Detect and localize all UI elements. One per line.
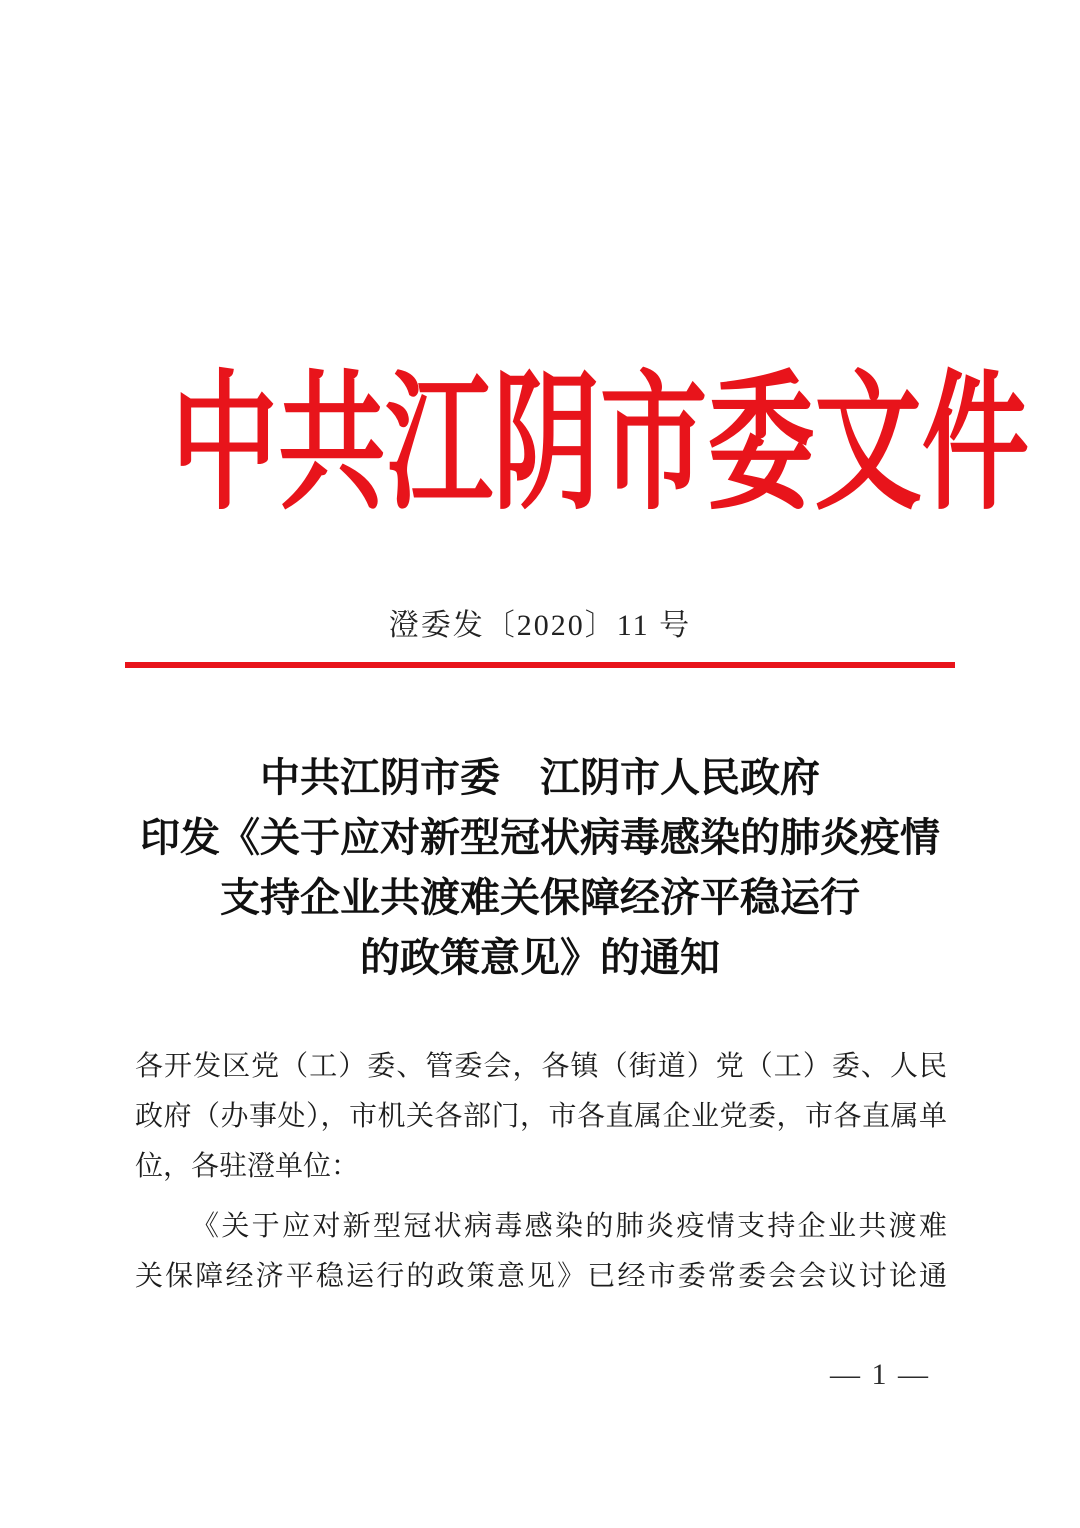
red-header-banner [0, 362, 1080, 528]
title-line-1: 中共江阴市委 江阴市人民政府 [260, 755, 820, 800]
title-line-2: 印发《关于应对新型冠状病毒感染的肺炎疫情 [140, 815, 940, 860]
salutation-paragraph [135, 1042, 947, 1192]
intro-line-1: 《关于应对新型冠状病毒感染的肺炎疫情支持企业共渡难 [191, 1211, 947, 1242]
intro-line-2: 关保障经济平稳运行的政策意见》已经市委常委会会议讨论通 [135, 1261, 947, 1292]
document-reference-number: 澄委发〔2020〕11 号 [388, 609, 692, 642]
document-body [135, 1042, 947, 1302]
salutation-line-2: 政府（办事处），市机关各部门，市各直属企业党委，市各直属单 [135, 1101, 947, 1132]
page-number: — 1 — [830, 1358, 930, 1391]
intro-paragraph [135, 1202, 947, 1302]
header-separator-line [125, 662, 955, 668]
title-line-4: 的政策意见》的通知 [360, 935, 720, 980]
salutation-line-1: 各开发区党（工）委、管委会，各镇（街道）党（工）委、人民 [135, 1051, 947, 1082]
document-title [0, 748, 1080, 988]
issuing-authority-banner-title: 中共江阴市委文件 [171, 362, 1030, 528]
salutation-line-3: 位，各驻澄单位： [135, 1151, 360, 1182]
title-line-3: 支持企业共渡难关保障经济平稳运行 [220, 875, 860, 920]
